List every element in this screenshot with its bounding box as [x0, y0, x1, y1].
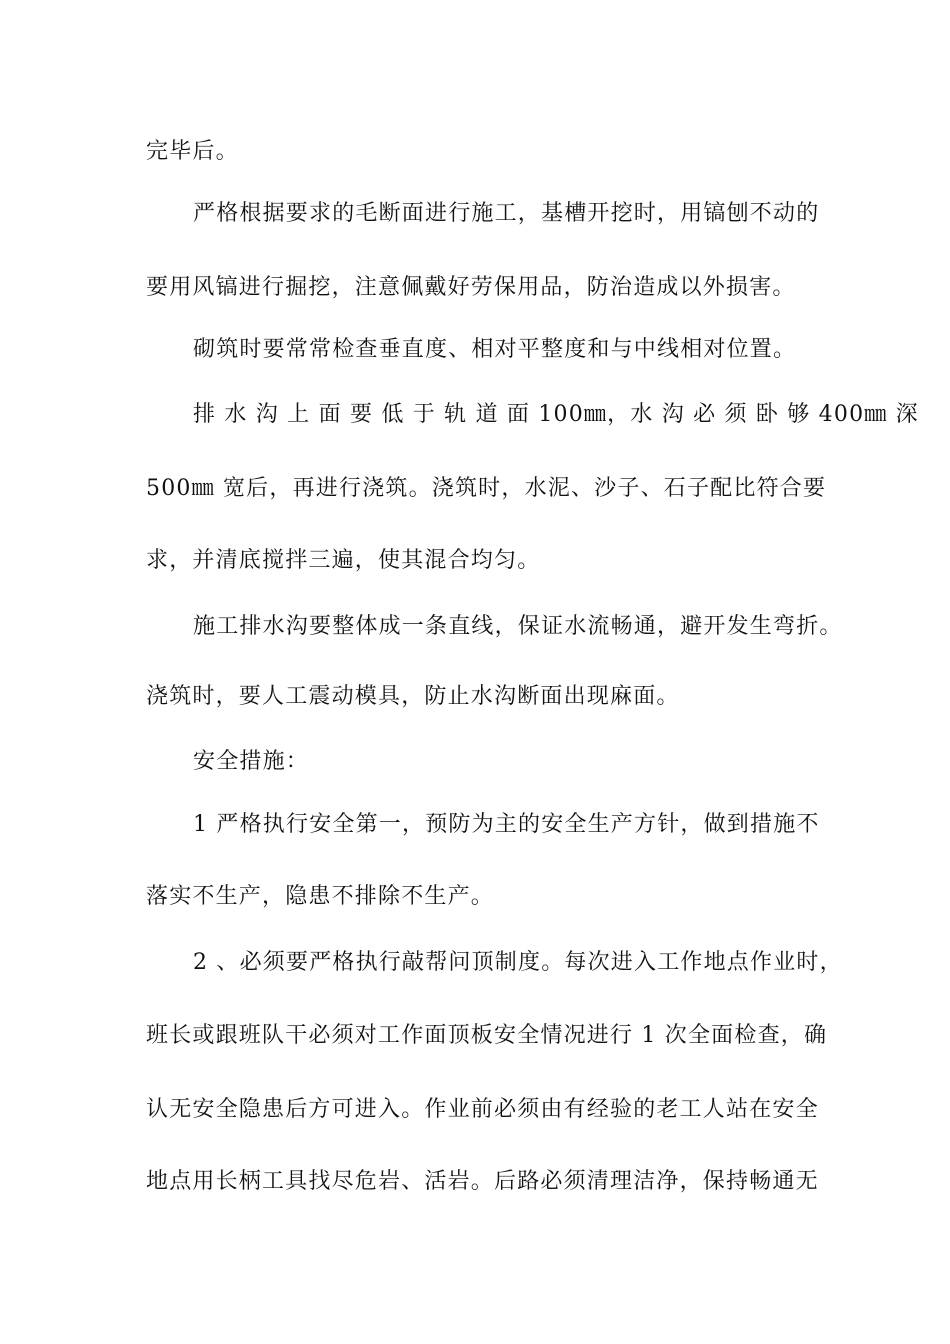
text-line-15: 认无安全隐患后方可进入。作业前必须由有经验的老工人站在安全 [146, 1097, 819, 1122]
text-line-14: 班长或跟班队干必须对工作面顶板安全情况进行 1 次全面检查，确 [146, 1023, 828, 1048]
text-line-4: 砌筑时要常常检查垂直度、相对平整度和与中线相对位置。 [193, 337, 797, 362]
text-line-12: 落实不生产，隐患不排除不生产。 [146, 884, 495, 909]
text-line-10: 安全措施： [193, 749, 310, 774]
text-line-2: 严格根据要求的毛断面进行施工，基槽开挖时，用镐刨不动的 [193, 201, 820, 226]
text-line-16: 地点用长柄工具找尽危岩、活岩。后路必须清理洁净，保持畅通无 [146, 1169, 819, 1194]
text-line-8: 施工排水沟要整体成一条直线，保证水流畅通，避开发生弯折。 [193, 614, 843, 639]
text-line-7: 求，并清底搅拌三遍，使其混合均匀。 [146, 548, 541, 573]
text-line-6: 500㎜ 宽后，再进行浇筑。浇筑时，水泥、沙子、石子配比符合要 [146, 476, 827, 501]
text-line-9: 浇筑时，要人工震动模具，防止水沟断面出现麻面。 [146, 684, 680, 709]
text-line-13: 2 、必须要严格执行敲帮问顶制度。每次进入工作地点作业时， [193, 950, 843, 975]
text-line-3: 要用风镐进行掘挖，注意佩戴好劳保用品，防治造成以外损害。 [146, 275, 796, 300]
text-line-11: 1 严格执行安全第一，预防为主的安全生产方针，做到措施不 [193, 812, 820, 837]
text-line-1: 完毕后。 [146, 139, 239, 164]
text-line-5: 排 水 沟 上 面 要 低 于 轨 道 面 100㎜，水 沟 必 须 卧 够 400㎜ 深 [193, 402, 919, 427]
